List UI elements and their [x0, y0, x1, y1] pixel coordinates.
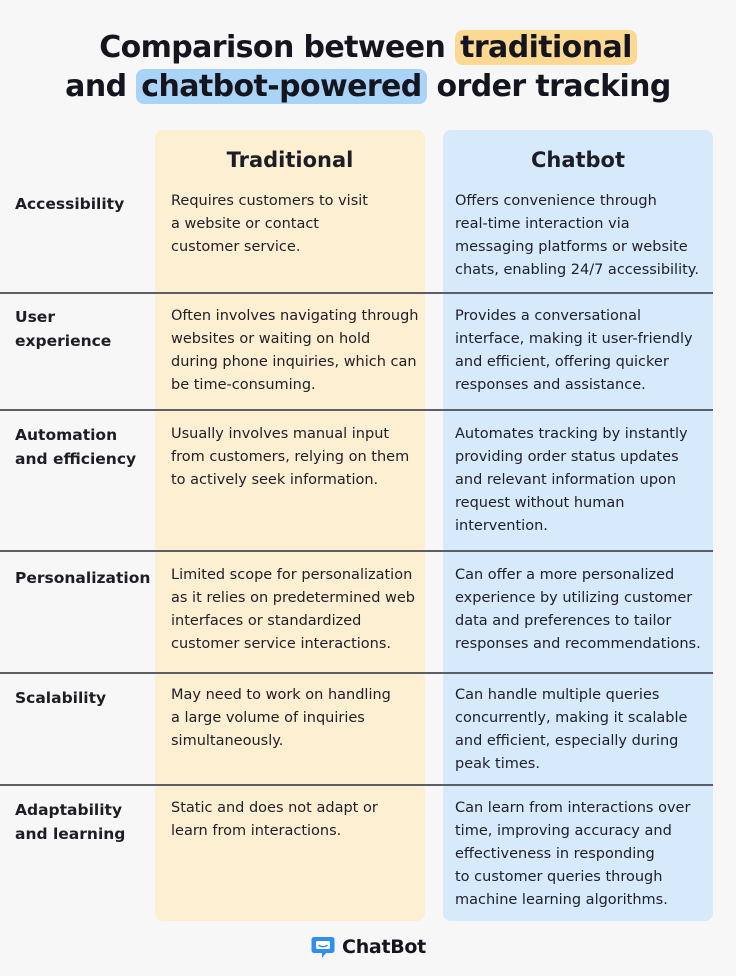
chatbot-cell-accessibility: Offers convenience through real-time interaction via messaging platforms or website chats, enabling 24/7 accessibility. [455, 193, 699, 278]
title-text: and [65, 69, 137, 104]
logo-text: ChatBot [342, 936, 426, 958]
title-line-1 [0, 28, 736, 67]
row-separator [0, 550, 713, 552]
traditional-cell-adaptability: Static and does not adapt or learn from interactions. [171, 800, 378, 839]
chatbot-cell-adaptability: Can learn from interactions over time, improving accuracy and effectiveness in responding to customer queries through machine learning algorithms. [455, 800, 691, 908]
traditional-cell-user-experience: Often involves navigating through websites or waiting on hold during phone inquiries, which can be time-consuming. [171, 308, 419, 393]
traditional-cell-personalization: Limited scope for personalization as it relies on predetermined web interfaces or standardized customer service interactions. [171, 567, 416, 652]
row-label-personalization: Personalization [15, 569, 151, 587]
title-highlight-traditional: traditional [455, 30, 637, 65]
page-title [0, 28, 736, 106]
row-label-accessibility: Accessibility [15, 195, 125, 213]
row-label-adaptability: Adaptability and learning [15, 801, 126, 843]
chatbot-cell-user-experience: Provides a conversational interface, making it user-friendly and efficient, offering quicker responses and assistance. [455, 308, 693, 393]
title-text: Comparison between [99, 30, 456, 65]
chat-bubble-icon [310, 934, 336, 960]
row-label-scalability: Scalability [15, 689, 107, 707]
title-text: order tracking [426, 69, 671, 104]
title-highlight-chatbot: chatbot-powered [136, 69, 426, 104]
chatbot-column-header: Chatbot [530, 148, 626, 172]
traditional-column-header: Traditional [226, 148, 354, 172]
row-label-user-experience: User experience [15, 308, 112, 350]
title-line-2 [0, 67, 736, 106]
chatbot-cell-scalability: Can handle multiple queries concurrently, making it scalable and efficient, especially during peak times. [455, 687, 688, 772]
chatbot-cell-personalization: Can offer a more personalized experience by utilizing customer data and preferences to tailor responses and recommendations. [455, 567, 701, 652]
chatbot-cell-automation: Automates tracking by instantly providing order status updates and relevant information upon request without human intervention. [455, 426, 688, 534]
traditional-cell-automation: Usually involves manual input from customers, relying on them to actively seek information. [171, 426, 410, 488]
row-separator [0, 784, 713, 786]
row-separator [0, 672, 713, 674]
row-label-automation: Automation and efficiency [15, 426, 137, 468]
chatbot-logo [0, 934, 736, 960]
row-separator [0, 292, 713, 294]
traditional-cell-accessibility: Requires customers to visit a website or contact customer service. [171, 193, 368, 255]
row-separator [0, 409, 713, 411]
traditional-cell-scalability: May need to work on handling a large volume of inquiries simultaneously. [171, 687, 391, 749]
